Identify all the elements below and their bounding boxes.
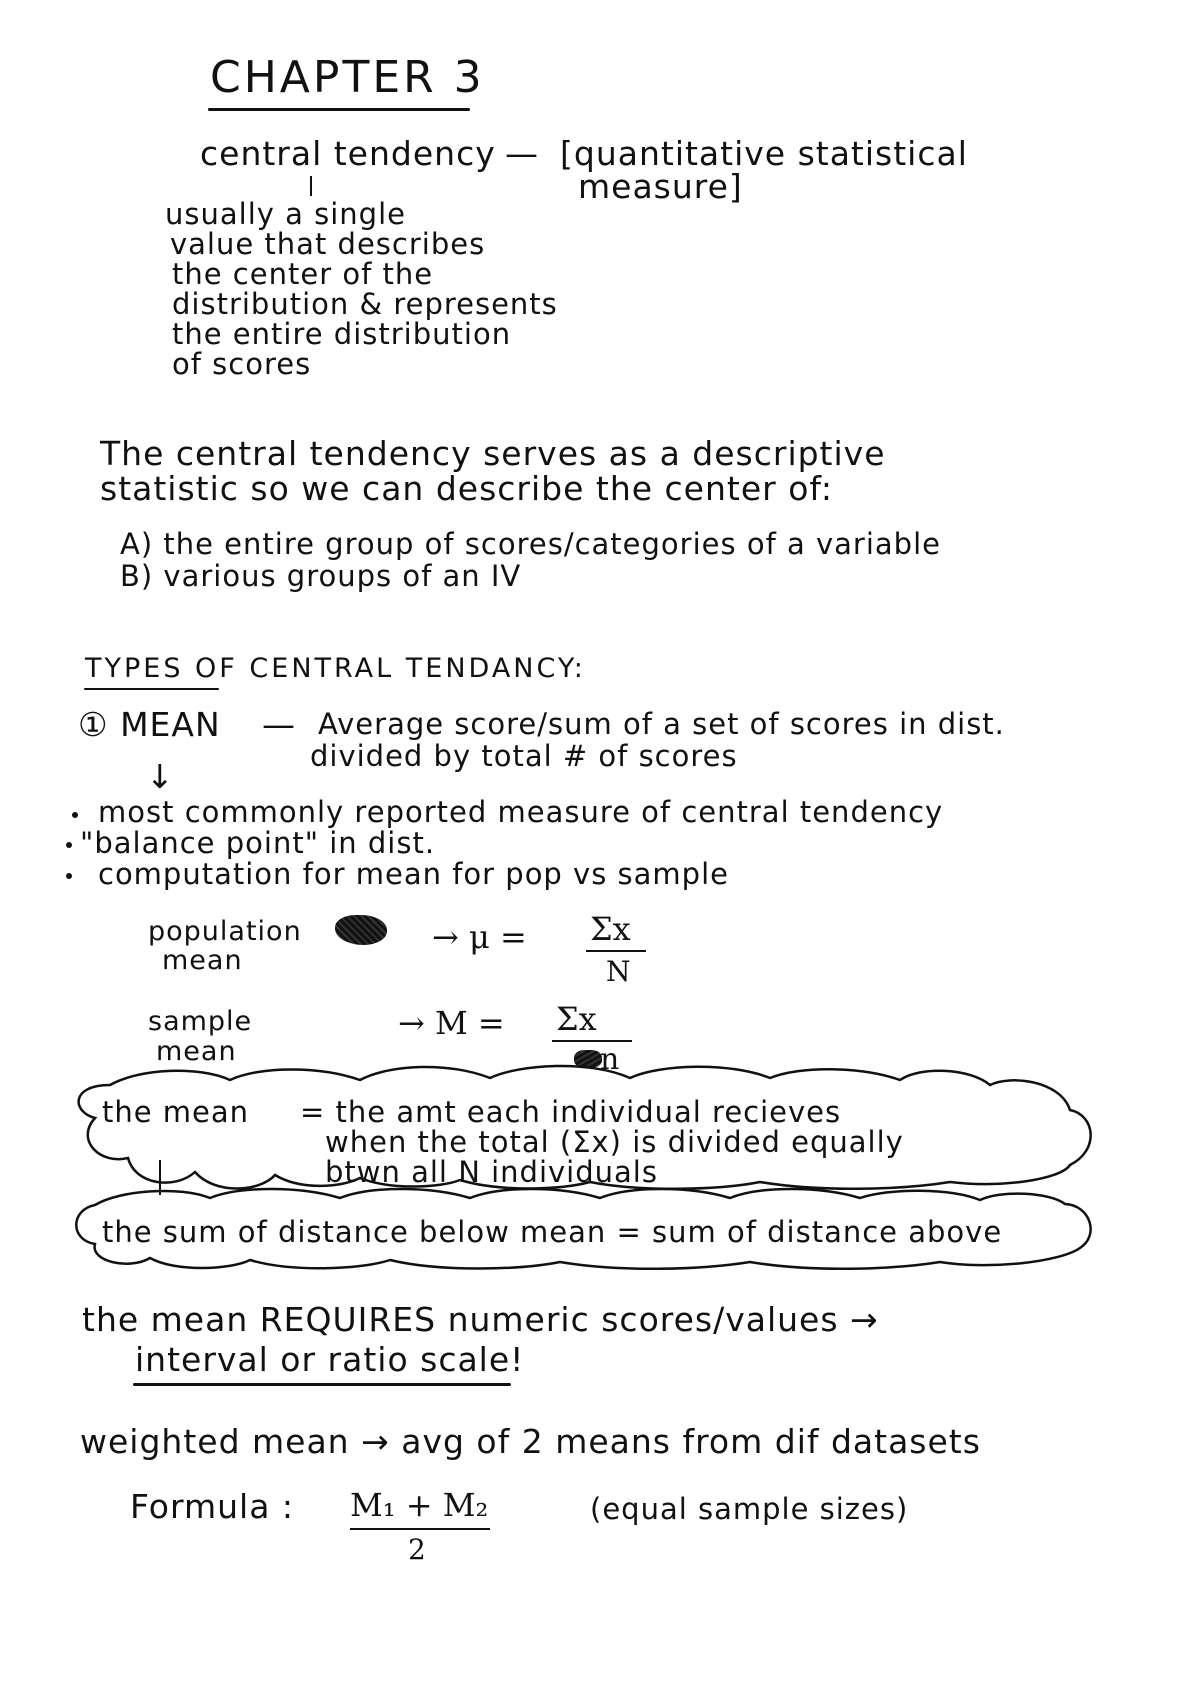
- weighted-fraction-bar: [350, 1528, 490, 1530]
- def-dash: —: [505, 134, 539, 173]
- connector-tick: [310, 176, 312, 196]
- def-line-6: of scores: [172, 347, 312, 381]
- cloud1-line1: = the amt each individual recieves: [300, 1095, 842, 1129]
- samp-mean-numerator: Σx: [556, 1000, 597, 1038]
- mean-def-line1: Average score/sum of a set of scores in dist.: [318, 707, 1005, 741]
- bullet-dot: [72, 812, 78, 818]
- weighted-formula-label: Formula :: [130, 1487, 295, 1526]
- pop-fraction-bar: [586, 950, 646, 952]
- def-term: central tendency: [200, 134, 496, 173]
- requires-line1: the mean REQUIRES numeric scores/values →: [82, 1300, 879, 1339]
- types-heading: TYPES OF CENTRAL TENDANCY:: [85, 653, 586, 684]
- cloud1-line3: btwn all N individuals: [325, 1155, 658, 1189]
- bullet-dot: [66, 873, 72, 879]
- requires-line2: interval or ratio scale!: [135, 1340, 525, 1379]
- smudge-mark: [574, 1050, 602, 1068]
- pop-label-2: mean: [162, 945, 243, 976]
- def-bracket-line2: measure]: [578, 167, 743, 206]
- pop-label-1: population: [148, 916, 302, 947]
- weighted-line: weighted mean → avg of 2 means from dif datasets: [80, 1422, 981, 1461]
- pop-mean-lhs: → μ =: [432, 918, 527, 956]
- cloud1-line2: when the total (Σx) is divided equally: [325, 1125, 904, 1159]
- mean-dash: —: [262, 705, 296, 744]
- mean-label: ① MEAN: [78, 705, 221, 744]
- serves-line-2: statistic so we can describe the center of:: [100, 469, 833, 508]
- samp-label-2: mean: [156, 1036, 237, 1067]
- serves-item-a: A) the entire group of scores/categories of a variable: [120, 527, 941, 561]
- serves-item-b: B) various groups of an IV: [120, 559, 522, 593]
- title-underline: [208, 108, 470, 111]
- samp-label-1: sample: [148, 1006, 253, 1037]
- serves-line-1: The central tendency serves as a descriptive: [100, 434, 886, 473]
- bullet-dot: [66, 842, 72, 848]
- def-line-4: distribution & represents: [172, 287, 558, 321]
- samp-mean-denominator: n: [600, 1042, 620, 1077]
- weighted-numerator: M₁ + M₂: [350, 1486, 489, 1524]
- weighted-note: (equal sample sizes): [590, 1492, 909, 1526]
- requires-underline: [133, 1383, 511, 1386]
- def-line-2: value that describes: [170, 227, 486, 261]
- down-arrow-icon: ↓: [146, 757, 175, 796]
- def-bracket-line1: [quantitative statistical: [560, 134, 968, 173]
- mean-def-line2: divided by total # of scores: [310, 739, 738, 773]
- page-title: CHAPTER 3: [210, 52, 485, 103]
- samp-mean-lhs: → M =: [398, 1004, 505, 1042]
- mean-bullet-1: most commonly reported measure of central tendency: [98, 795, 944, 829]
- weighted-denominator: 2: [408, 1533, 426, 1566]
- mean-bullet-2: "balance point" in dist.: [80, 826, 436, 860]
- def-line-1: usually a single: [165, 197, 406, 231]
- pop-mean-denominator: N: [606, 955, 631, 988]
- cloud1-term: the mean: [102, 1095, 250, 1129]
- scribble-mark: [335, 915, 387, 945]
- types-underline: [84, 688, 219, 690]
- mean-bullet-3: computation for mean for pop vs sample: [98, 857, 729, 891]
- def-line-3: the center of the: [172, 257, 434, 291]
- pop-mean-numerator: Σx: [590, 910, 631, 948]
- def-line-5: the entire distribution: [172, 317, 512, 351]
- samp-fraction-bar: [552, 1040, 632, 1042]
- cloud2-text: the sum of distance below mean = sum of distance above: [102, 1215, 1003, 1249]
